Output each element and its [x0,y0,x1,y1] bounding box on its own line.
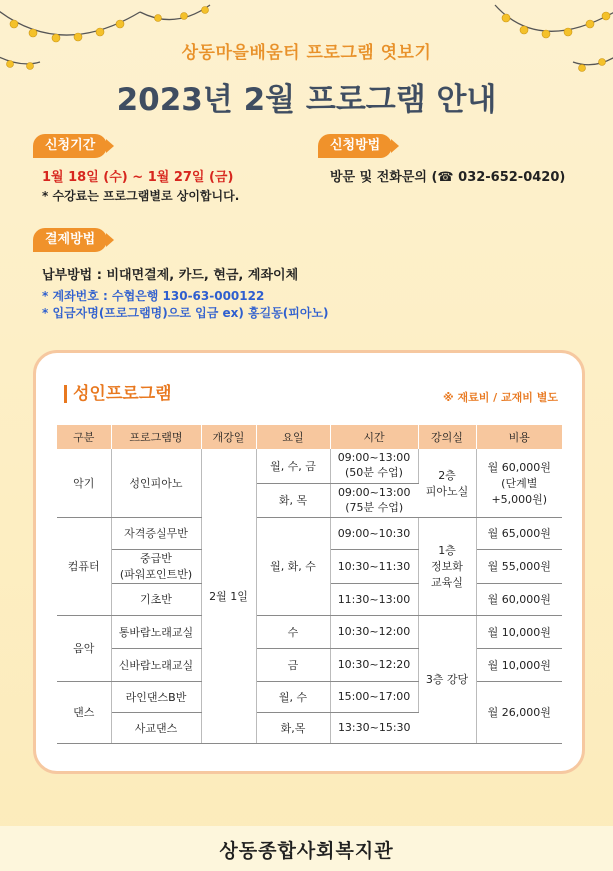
days-cell: 월, 수 [256,681,330,712]
deposit-note: * 입금자명(프로그램명)으로 입금 ex) 홍길동(피아노) [42,306,329,320]
days-cell: 수 [256,615,330,648]
apply-method-label: 신청방법 [318,134,392,158]
program-card [33,350,585,774]
payment-methods: 납부방법 : 비대면결제, 카드, 현금, 계좌이체 [42,268,299,283]
apply-period-dates: 1월 18일 (수) ~ 1월 27일 (금) [42,170,234,185]
program-name-cell: 중급반 (파워포인트반) [111,549,201,583]
table-row [57,615,562,648]
time-cell: 13:30~15:30 [330,712,418,743]
program-name-cell: 성인피아노 [111,449,201,517]
column-header: 비용 [476,425,562,449]
table-row [57,449,562,483]
column-header: 시간 [330,425,418,449]
organization-logo: 상동종합사회복지관 [219,840,394,862]
days-cell: 화,목 [256,712,330,743]
column-header: 요일 [256,425,330,449]
program-name-cell: 신바람노래교실 [111,648,201,681]
program-name-cell: 통바람노래교실 [111,615,201,648]
category-cell: 음악 [57,615,111,681]
category-cell: 악기 [57,449,111,517]
table-row [57,517,562,549]
cost-cell: 월 10,000원 [476,615,562,648]
start-date-cell: 2월 1일 [201,449,256,743]
days-cell: 월, 수, 금 [256,449,330,483]
program-name-cell: 사교댄스 [111,712,201,743]
program-table [57,425,562,744]
cost-cell: 월 60,000원 [476,583,562,615]
cost-cell: 월 26,000원 [476,681,562,743]
time-cell: 10:30~11:30 [330,549,418,583]
time-cell: 09:00~13:00 (75분 수업) [330,483,418,517]
column-header: 프로그램명 [111,425,201,449]
cost-cell: 월 65,000원 [476,517,562,549]
column-header: 구분 [57,425,111,449]
column-header: 개강일 [201,425,256,449]
cost-cell: 월 55,000원 [476,549,562,583]
room-cell: 3층 강당 [418,615,476,743]
category-cell: 컴퓨터 [57,517,111,615]
cost-cell: 월 10,000원 [476,648,562,681]
time-cell: 09:00~13:00 (50분 수업) [330,449,418,483]
time-cell: 10:30~12:20 [330,648,418,681]
material-fee-note: ※ 재료비 / 교재비 별도 [442,391,558,404]
time-cell: 15:00~17:00 [330,681,418,712]
apply-period-label: 신청기간 [33,134,107,158]
program-name-cell: 라인댄스B반 [111,681,201,712]
time-cell: 09:00~10:30 [330,517,418,549]
program-card-title: 성인프로그램 [64,385,172,403]
table-header-row [57,425,562,449]
program-name-cell: 기초반 [111,583,201,615]
time-cell: 10:30~12:00 [330,615,418,648]
program-name-cell: 자격증실무반 [111,517,201,549]
account-number: * 계좌번호 : 수협은행 130-63-000122 [42,289,265,303]
fee-note: * 수강료는 프로그램별로 상이합니다. [42,189,240,203]
column-header: 강의실 [418,425,476,449]
cost-cell: 월 60,000원 (단계별 +5,000원) [476,449,562,517]
room-cell: 1층 정보화 교육실 [418,517,476,615]
category-cell: 댄스 [57,681,111,743]
days-cell: 화, 목 [256,483,330,517]
apply-method-text: 방문 및 전화문의 (☎ 032-652-0420) [330,170,566,185]
days-cell: 월, 화, 수 [256,517,330,615]
days-cell: 금 [256,648,330,681]
page-subtitle: 상동마을배움터 프로그램 엿보기 [181,43,432,63]
table-row [57,648,562,681]
room-cell: 2층 피아노실 [418,449,476,517]
table-row [57,681,562,712]
payment-label: 결제방법 [33,228,107,252]
page-title: 2023년 2월 프로그램 안내 [116,82,497,118]
time-cell: 11:30~13:00 [330,583,418,615]
